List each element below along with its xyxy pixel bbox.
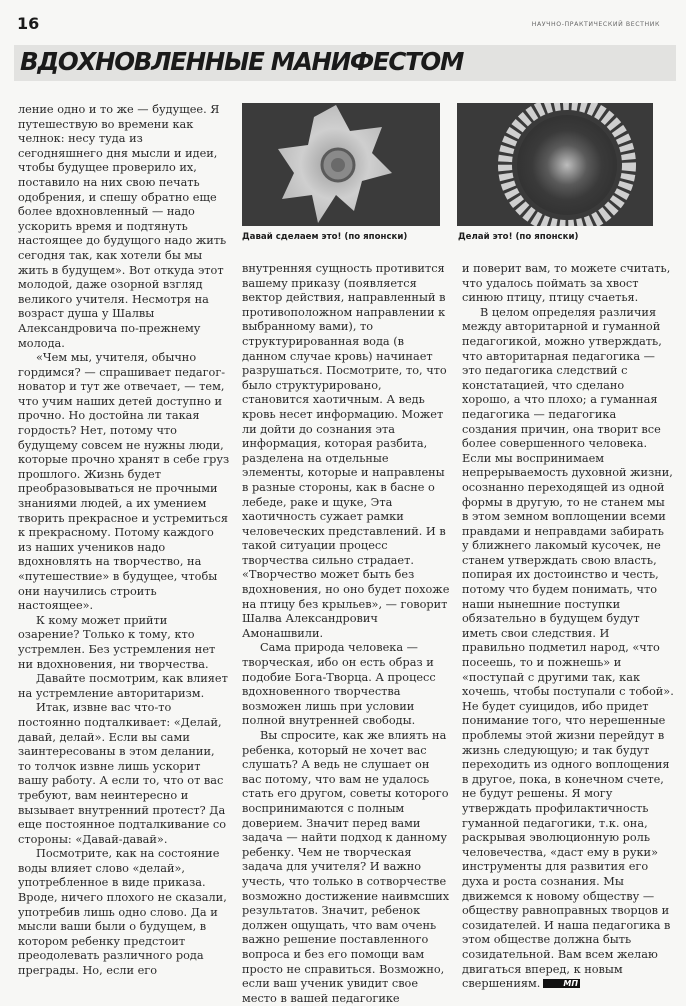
page-number: 16 [17, 14, 40, 33]
paragraph: Вы спросите, как же влиять на ребенка, который не хочет вас слушать? А ведь не слушает он вас потому, что вам не удалось стать его другом, советы которого воспринимаются с полным доверием. Значит перед вами задача — найти подход к данному ребенку. Чем не творческая задача для учителя? И важно учесть, что только в сотворчестве возможно достижение наивмсших результатов. Значит, ребенок должен ощущать, что вам очень важно решение поставленного вопроса и без его помощи вам просто не справиться. Возможно, если ваш ученик увидит свое место в вашей педагогике [242, 729, 450, 1005]
article-title: ВДОХНОВЛЕННЫЕ МАНИФЕСТОМ [20, 47, 464, 76]
paragraph: Давайте посмотрим, как влияет на устремление авторитаризм. [18, 672, 228, 700]
figure-caption: Делай это! (по японски) [458, 232, 579, 242]
text-column-3 [462, 262, 674, 992]
paragraph: Посмотрите, как на состояние воды влияет слово «делай», употребленное в виде приказа. Вроде, ничего плохого не сказали, употребив лишь одно слово. Да и мысли ваши были о будущем, в котором ребенку предстоит преодолевать различного рода преграды. Но, если его [18, 847, 227, 978]
paragraph [462, 306, 674, 992]
paragraph: Итак, извне вас что-то постоянно подталкивает: «Делай, давай, делай». Если вы сами заинтересованы в этом делании, то толчок извне лишь ускорит вашу работу. А если то, что от вас требуют, вам неинтересно и вызывает внутренний протест? Да еще постоянное подталкивание со стороны: «Давай-давай». [18, 701, 227, 846]
figure-caption: Давай сделаем это! (по японски) [242, 232, 408, 242]
paragraph: ление одно и то же — будущее. Я путешествую во времени как челнок: несу туда из сегодняшнего дня мысли и идеи, чтобы будущее проверило их, поставило на них свою печать одобрения, и спешу обратно еще более вдохновленный — надо ускорить время и подтянуть настоящее до будущого надо жить сегодня так, как хотели бы мы жить в будущем». Вот откуда этот молодой, даже озорной взгляд великого учителя. Несмотря на возраст душа у Шалвы Александровича по-прежнему молода. [18, 103, 227, 350]
snowflake-crystal-photo-icon [242, 103, 440, 226]
paragraph: внутренняя сущность противится вашему приказу (появляется вектор действия, направленный в противоположном направлении к выбранному вами), то структурированная вода (в данном случае кровь) начинает разрушаться. Посмотрите, то, что было структурировано, становится хаотичным. А ведь кровь несет информацию. Может ли дойти до сознания эта информация, которая разбита, разделена на отдельные элементы, которые и направлены в разные стороны, как в басне о лебеде, раке и щуке, Эта хаотичность сужает рамки человеческих представлений. И в такой ситуации процесс творчества сильно страдает. «Творчество может быть без вдохновения, но оно будет похоже на птицу без крыльев», — говорит Шалва Александрович Амонашвили. [242, 262, 450, 640]
end-mark-icon: МП [543, 979, 580, 988]
paragraph: «Чем мы, учителя, обычно гордимся? — спрашивает педагог-новатор и тут же отвечает, — тем, что учим наших детей доступно и прочно. Но достойна ли такая гордость? Нет, потому что будущему совсем не нужны люди, которые прочно хранят в себе груз прошлого. Жизнь будет преобразовываться не прочными знаниями людей, а их умением творить прекрасное и устремиться к прекрасному. Потому каждого из наших учеников надо вдохновлять на творчество, на «путешествие» в будущее, чтобы они научились строить настоящее». [18, 351, 230, 613]
paragraph: Сама природа человека — творческая, ибо он есть образ и подобие Бога-Творца. А процесс вдохновенного творчества возможен лишь при условии полной внутренней свободы. [242, 641, 436, 728]
paragraph-text: В целом определяя различия между авторитарной и гуманной педагогикой, можно утверждать, что авторитарная педагогика — это педагогика следствий с констатацией, что сделано хорошо, а что плохо; а гуманная педагогика — педагогика создания причин, она творит все более совершенного человека. Если мы воспринимаем непрерываемость духовной жизни, осознанно переходящей из одной формы в другую, то не станем мы в этом земном воплощении всеми правдами и неправдами забирать у ближнего лакомый кусочек, не станем утверждать свою власть, попирая их достоинство и честь, потому что будем понимать, что наши нынешние поступки обязательно в будущем будут иметь свои следствия. И правильно подметил народ, «что посеешь, то и пожнешь» и «поступай с другими так, как хочешь, чтобы поступали с тобой». Не будет суицидов, ибо придет понимание того, что нерешенные проблемы этой жизни перейдут в жизнь следующую; и так будут переходить из одного воплощения в другое, пока, в конечном счете, не будут решены. Я могу утверждать профилактичность гуманной педагогики, т.к. она, раскрывая эволюционную роль человечества, «даст ему в руки» инструменты для развития его духа и роста сознания. Мы движемся к новому обществу — обществу равноправных творцов и созидателей. И наша педагогика в этом обществе должна быть созидательной. Вам всем желаю двигаться вперед, к новым свершениям. [462, 305, 674, 991]
text-column-2 [242, 262, 450, 1006]
paragraph: К кому может прийти озарение? Только к тому, кто устремлен. Без устремления нет ни вдохновения, ни творчества. [18, 613, 216, 671]
journal-name: НАУЧНО-ПРАКТИЧЕСКИЙ ВЕСТНИК [531, 21, 660, 28]
paragraph: и поверит вам, то можете считать, что удалось поймать за хвост синюю птицу, птицу счаетья. [462, 262, 671, 305]
chaotic-crystal-photo-icon [457, 103, 653, 226]
text-column-1 [18, 103, 230, 979]
